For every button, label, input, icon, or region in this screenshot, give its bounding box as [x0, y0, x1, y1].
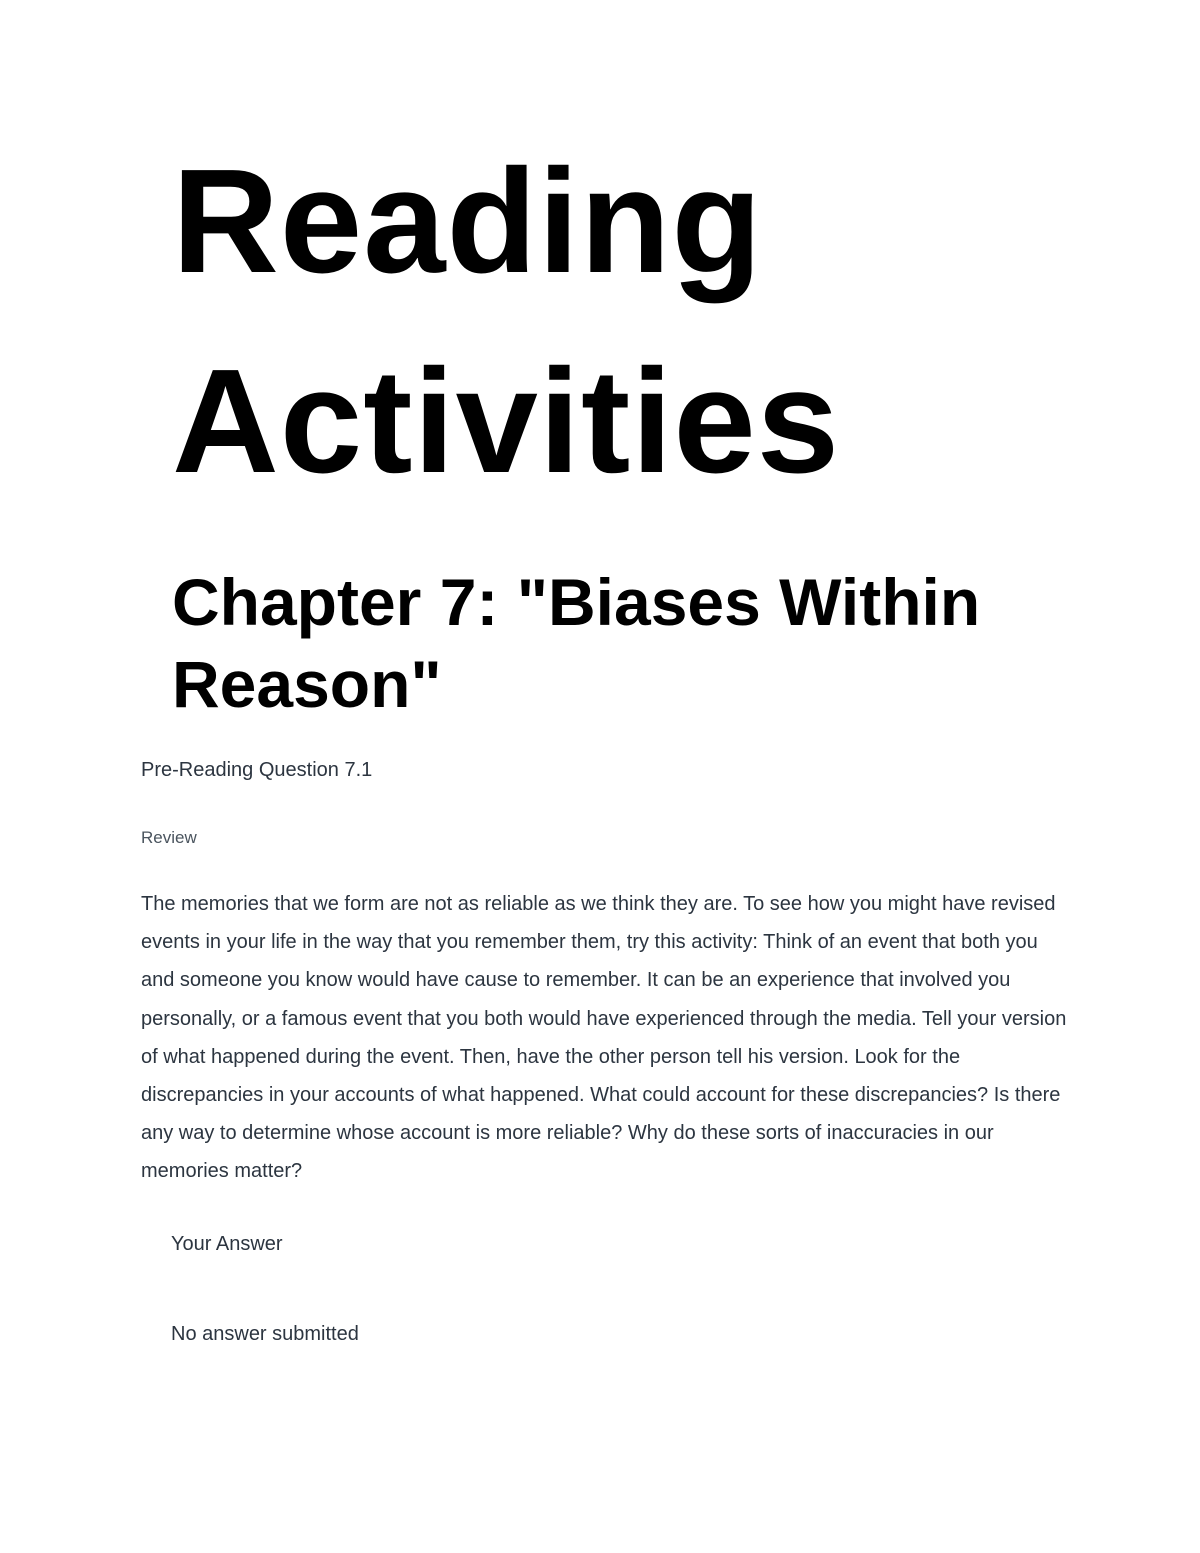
question-prompt: The memories that we form are not as reliable as we think they are. To see how you might have revised events in your life in the way that you remember them, try this activity: Think of an event that both you and someone you know would have cause to remember. It can be an experience that involved you personally, or a famous event that you both would have experienced through the media. Tell your version of what happened during the event. Then, have the other person tell his version. Look for the discrepancies in your accounts of what happened. What could account for these discrepancies? Is there any way to determine whose account is more reliable? Why do these sorts of inaccuracies in our memories matter?: [141, 893, 1067, 1183]
page-title-line-2: Activities: [172, 339, 841, 504]
question-label: Pre-Reading Question 7.1: [141, 759, 373, 781]
answer-heading: Your Answer: [171, 1233, 283, 1255]
page-title-line-1: Reading: [172, 139, 763, 304]
chapter-title: Chapter 7: "Biases Within Reason": [172, 565, 981, 721]
review-label: Review: [141, 828, 197, 847]
answer-value: No answer submitted: [171, 1323, 359, 1345]
